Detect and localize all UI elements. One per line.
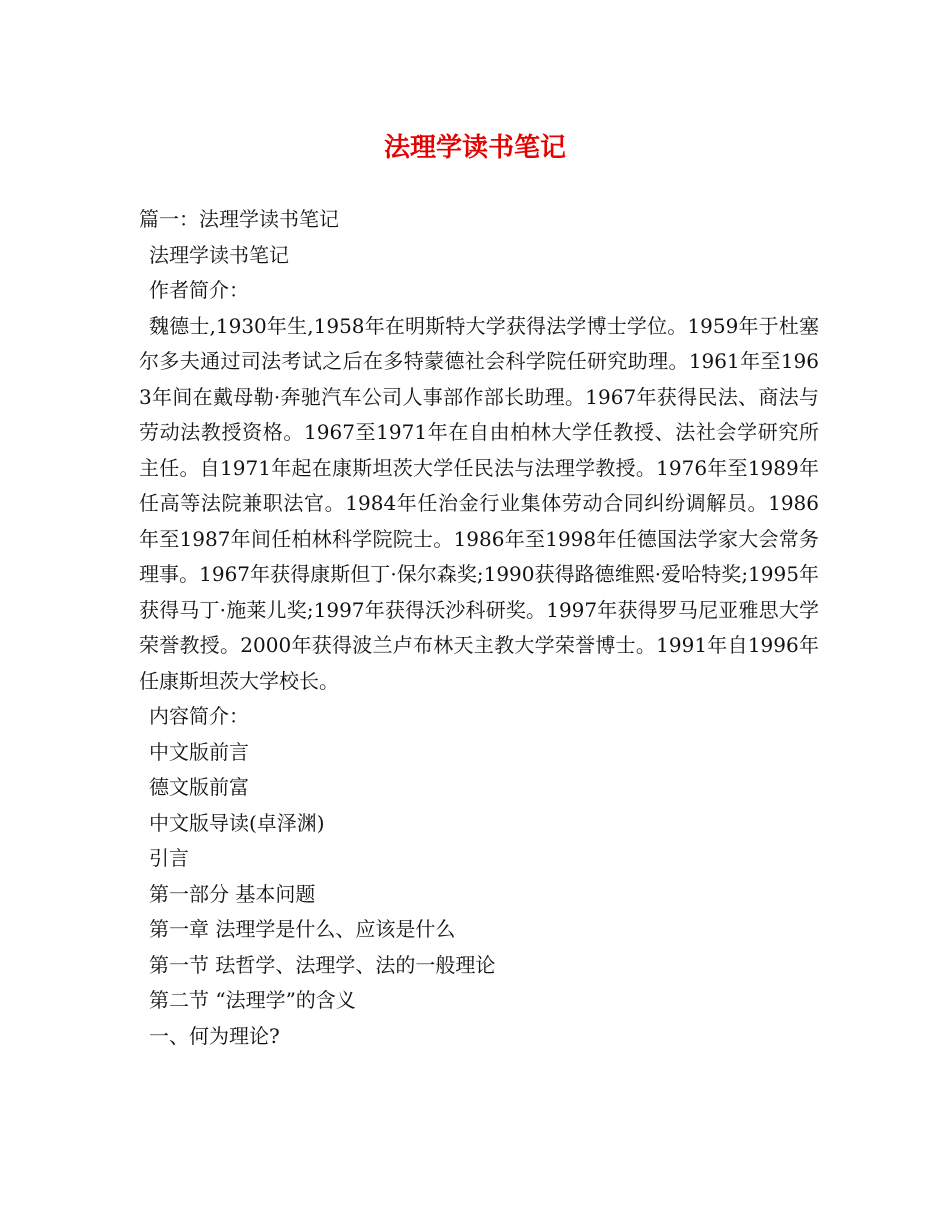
- document-body: [139, 202, 819, 1054]
- text-line: 作者简介：: [149, 278, 249, 302]
- toc-item: 引言: [149, 846, 189, 870]
- toc-item: 第一部分 基本问题: [149, 881, 316, 906]
- document-title: 法理学读书笔记: [383, 133, 566, 163]
- toc-item: 第二节 “法理学”的含义: [149, 988, 356, 1012]
- author-bio-paragraph: 魏德士,1930年生,1958年在明斯特大学获得法学博士学位。1959年于杜塞尔多夫通过司法考试之后在多特蒙德社会科学院任研究助理。1961年至1963年间在戴母勒·奔驰汽车公司人事部作部长助理。1967年获得民法、商法与劳动法教授资格。1967至1971年在自由柏林大学任教授、法社会学研究所主任。自1971年起在康斯坦茨大学任民法与法理学教授。1976年至1989年任高等法院兼职法官。1984年任治金行业集体劳动合同纠纷调解员。1986年至1987年间任柏林科学院院士。1986年至1998年任德国法学家大会常务理事。1967年获得康斯但丁·保尔森奖;1990获得路德维熙·爱哈特奖;1995年获得马丁·施莱儿奖;1997年获得沃沙科研奖。1997年获得罗马尼亚雅思大学荣誉教授。2000年获得波兰卢布林天主教大学荣誉博士。1991年自1996年任康斯坦茨大学校长。: [139, 313, 819, 693]
- toc-item: 第一节 珐哲学、法理学、法的一般理论: [149, 952, 496, 977]
- toc-item: 中文版导读(卓泽渊): [149, 810, 325, 835]
- toc-item: 中文版前言: [149, 739, 249, 764]
- text-line: 法理学读书笔记: [149, 242, 289, 267]
- text-line: 篇一：法理学读书笔记: [139, 207, 339, 231]
- text-line: 内容简介：: [149, 704, 249, 728]
- toc-item: 第一章 法理学是什么、应该是什么: [149, 917, 456, 941]
- toc-item: 德文版前富: [149, 775, 249, 799]
- toc-item: 一、何为理论?: [149, 1023, 280, 1048]
